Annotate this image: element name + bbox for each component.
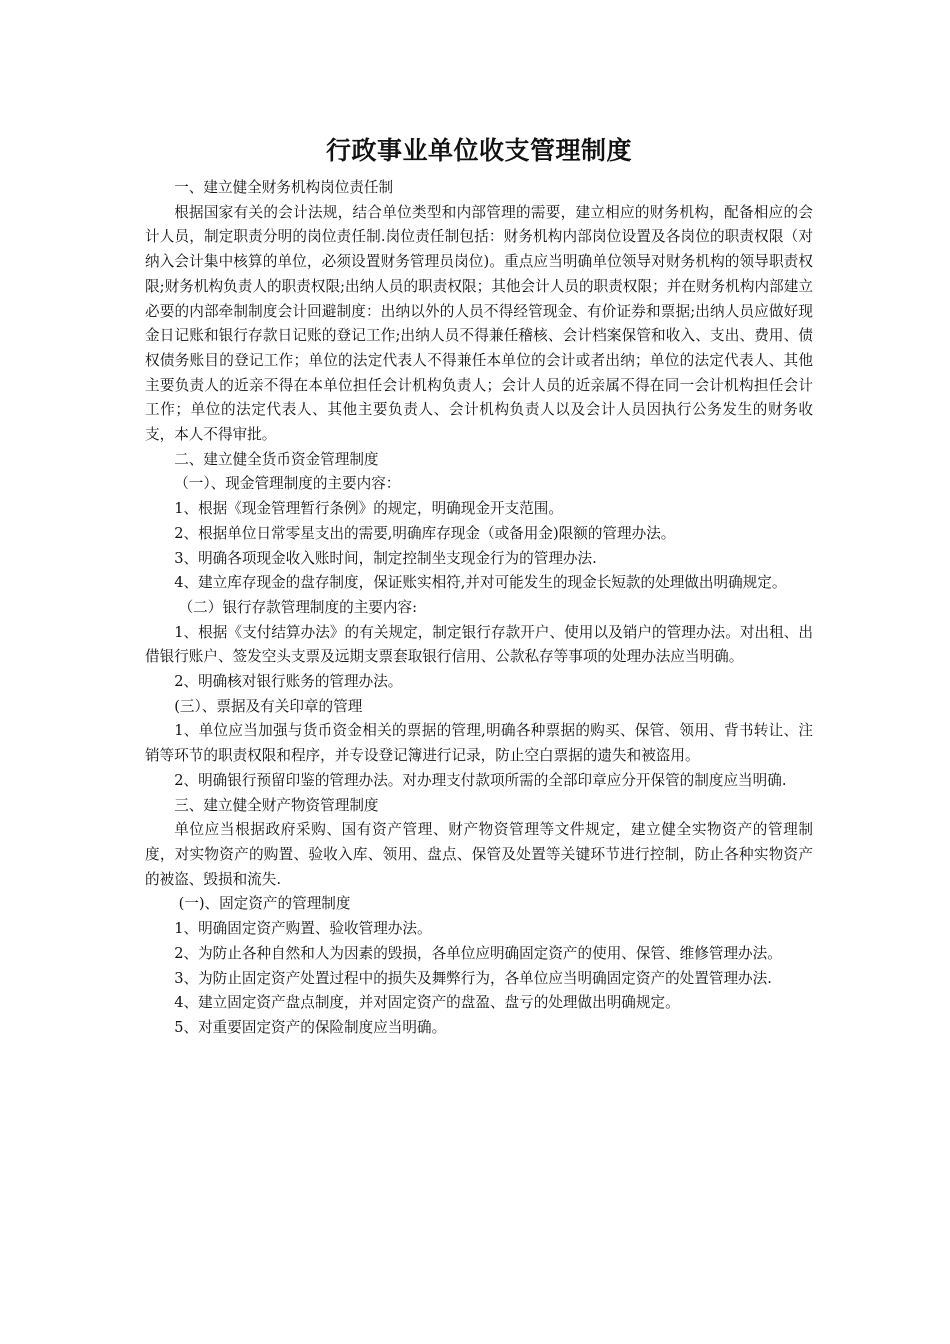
list-item: 5、对重要固定资产的保险制度应当明确。 — [174, 1018, 447, 1036]
list-item: 3、明确各项现金收入账时间，制定控制坐支现金行为的管理办法. — [174, 549, 597, 567]
list-item: 2、根据单位日常零星支出的需要,明确库存现金（或备用金)限额的管理办法。 — [174, 524, 676, 542]
document-body — [145, 130, 813, 1041]
subsection-heading: (一)、固定资产的管理制度 — [178, 895, 351, 913]
list-item: 1、根据《现金管理暂行条例》的规定，明确现金开支范围。 — [174, 500, 563, 518]
section-heading-1: 一、建立健全财务机构岗位责任制 — [174, 179, 394, 196]
paragraph: 根据国家有关的会计法规，结合单位类型和内部管理的需要，建立相应的财务机构，配备相应的会计人员，制定职责分明的岗位责任制.岗位责任制包括：财务机构内部岗位设置及各岗位的职责权限（对纳入会计集中核算的单位，必须设置财务管理员岗位)。重点应当明确单位领导对财务机构的领导职责权限;财务机构负责人的职责权限;出纳人员的职责权限；其他会计人员的职责权限；并在财务机构内部建立必要的内部牵制制度会计回避制度：出纳以外的人员不得经管现金、有价证券和票据;出纳人员应做好现金日记账和银行存款日记账的登记工作;出纳人员不得兼任稽核、会计档案保管和收入、支出、费用、债权债务账目的登记工作；单位的法定代表人不得兼任本单位的会计或者出纳；单位的法定代表人、其他主要负责人的近亲不得在本单位担任会计机构负责人；会计人员的近亲属不得在同一会计机构担任会计工作；单位的法定代表人、其他主要负责人、会计机构负责人以及会计人员因执行公务发生的财务收支，本人不得审批。 — [145, 203, 813, 444]
document-title: 行政事业单位收支管理制度 — [325, 136, 632, 165]
list-item: 1、单位应当加强与货币资金相关的票据的管理,明确各种票据的购买、保管、领用、背书转让、注销等环节的职责权限和程序，并专设登记簿进行记录，防止空白票据的遗失和被盗用。 — [145, 722, 813, 765]
paragraph: 单位应当根据政府采购、国有资产管理、财产物资管理等文件规定，建立健全实物资产的管理制度，对实物资产的购置、验收入库、领用、盘点、保管及处置等关键环节进行控制，防止各种实物资产的被盗、毁损和流失. — [145, 821, 813, 888]
section-heading-2: 二、建立健全货币资金管理制度 — [174, 450, 379, 468]
subsection-heading: (三）、票据及有关印章的管理 — [174, 697, 363, 715]
list-item: 4、建立固定资产盘点制度，并对固定资产的盘盈、盘亏的处理做出明确规定。 — [174, 994, 680, 1012]
list-item: 2、为防止各种自然和人为因素的毁损，各单位应明确固定资产的使用、保管、维修管理办法。 — [174, 944, 782, 962]
subsection-heading: （二）银行存款管理制度的主要内容: — [178, 598, 417, 616]
section-heading-3: 三、建立健全财产物资管理制度 — [174, 796, 379, 814]
list-item: 4、建立库存现金的盘存制度，保证账实相符,并对可能发生的现金长短款的处理做出明确规定。 — [174, 574, 787, 592]
list-item: 1、明确固定资产购置、验收管理办法。 — [174, 920, 432, 938]
list-item: 3、为防止固定资产处置过程中的损失及舞弊行为，各单位应当明确固定资产的处置管理办法. — [174, 969, 772, 987]
list-item: 2、明确银行预留印鉴的管理办法。对办理支付款项所需的全部印章应分开保管的制度应当明确. — [174, 771, 787, 789]
subsection-heading: （一）、现金管理制度的主要内容： — [174, 475, 401, 493]
list-item: 1、根据《支付结算办法》的有关规定，制定银行存款开户、使用以及销户的管理办法。对出租、出借银行账户、签发空头支票及远期支票套取银行信用、公款私存等事项的处理办法应当明确。 — [145, 623, 813, 666]
list-item: 2、明确核对银行账务的管理办法。 — [174, 673, 403, 691]
